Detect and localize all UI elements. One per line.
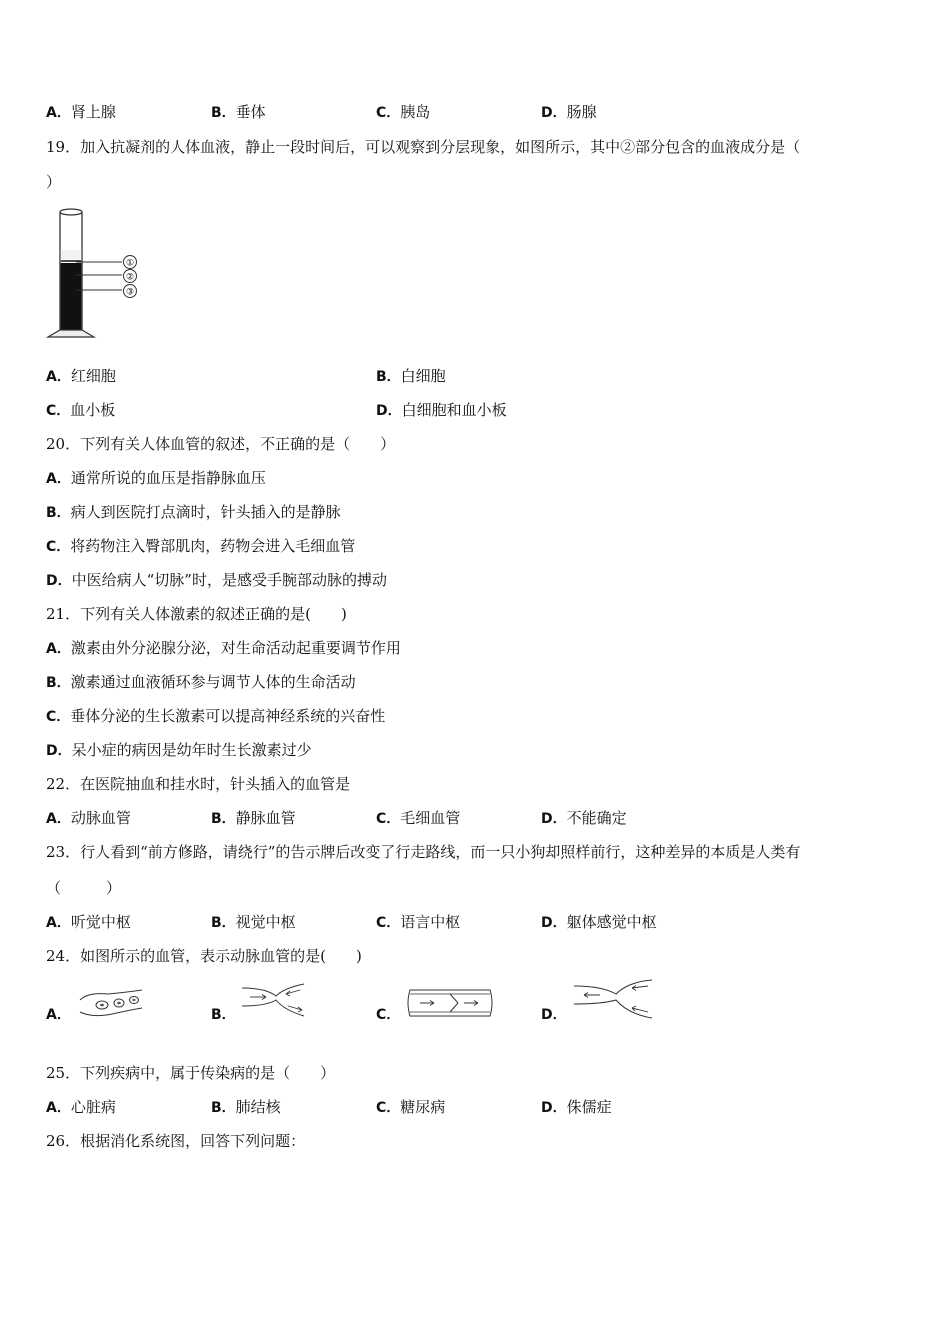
q19-option-b: B．白细胞 [376,367,446,385]
q19-option-a: A．红细胞 [46,367,116,385]
q19-option-d: D．白细胞和血小板 [376,401,507,419]
q20-option-c: C．将药物注入臀部肌肉，药物会进入毛细血管 [46,537,356,555]
figure-label-1: ① [125,258,135,269]
q19-option-c: C．血小板 [46,401,116,419]
q24-option-b: B． [211,1007,236,1023]
q25-option-a: A．心脏病 [46,1098,116,1116]
q20-option-b: B．病人到医院打点滴时，针头插入的是静脉 [46,503,341,521]
vessel-with-valves-figure [406,986,496,1020]
q22-option-a: A．动脉血管 [46,809,131,827]
q21-option-b: B．激素通过血液循环参与调节人体的生命活动 [46,673,356,691]
q18-option-c: C．胰岛 [376,103,431,121]
q18-option-d: D．肠腺 [541,103,597,121]
figure-label-3: ③ [125,287,135,298]
capillary-vessel-figure [78,986,144,1022]
figure-label-2: ② [125,272,135,283]
blood-layers-cylinder-figure [44,206,154,342]
q24-option-a: A． [46,1007,71,1023]
vessel-branching-figure [240,980,306,1020]
q25-option-c: C．糖尿病 [376,1098,446,1116]
q25-option-d: D．侏儒症 [541,1098,612,1116]
q23-option-c: C．语言中枢 [376,913,461,931]
q22-option-b: B．静脉血管 [211,809,296,827]
q19-stem: 19．加入抗凝剂的人体血液，静止一段时间后，可以观察到分层现象，如图所示，其中②部分包含的血液成分是（ [46,138,801,156]
q23-stem-continued: （ ） [46,879,122,897]
q21-option-d: D．呆小症的病因是幼年时生长激素过少 [46,741,312,759]
q21-option-a: A．激素由外分泌腺分泌，对生命活动起重要调节作用 [46,639,401,657]
q25-option-b: B．肺结核 [211,1098,281,1116]
q26-stem: 26．根据消化系统图，回答下列问题： [46,1132,306,1150]
vessel-merging-figure [572,976,654,1022]
q24-option-c: C． [376,1007,401,1023]
q22-stem: 22．在医院抽血和挂水时，针头插入的血管是 [46,775,351,793]
q25-stem: 25．下列疾病中，属于传染病的是（ ） [46,1064,336,1082]
q23-option-a: A．听觉中枢 [46,913,131,931]
q20-option-d: D．中医给病人“切脉”时，是感受手腕部动脉的搏动 [46,571,387,589]
q20-option-a: A．通常所说的血压是指静脉血压 [46,469,266,487]
q23-option-d: D．躯体感觉中枢 [541,913,657,931]
q23-stem: 23．行人看到“前方修路，请绕行”的告示牌后改变了行走路线，而一只小狗却照样前行，这种差异的本质是人类有 [46,843,801,861]
q20-stem: 20．下列有关人体血管的叙述，不正确的是（ ） [46,435,396,453]
q23-option-b: B．视觉中枢 [211,913,296,931]
q18-option-b: B．垂体 [211,103,266,121]
q18-option-a: A．肾上腺 [46,103,116,121]
q24-option-d: D． [541,1007,567,1023]
q21-stem: 21．下列有关人体激素的叙述正确的是( ) [46,605,347,623]
q22-option-c: C．毛细血管 [376,809,461,827]
q21-option-c: C．垂体分泌的生长激素可以提高神经系统的兴奋性 [46,707,386,725]
q22-option-d: D．不能确定 [541,809,627,827]
q19-stem-continued: ） [46,173,62,191]
q24-stem: 24．如图所示的血管，表示动脉血管的是( ) [46,947,362,965]
